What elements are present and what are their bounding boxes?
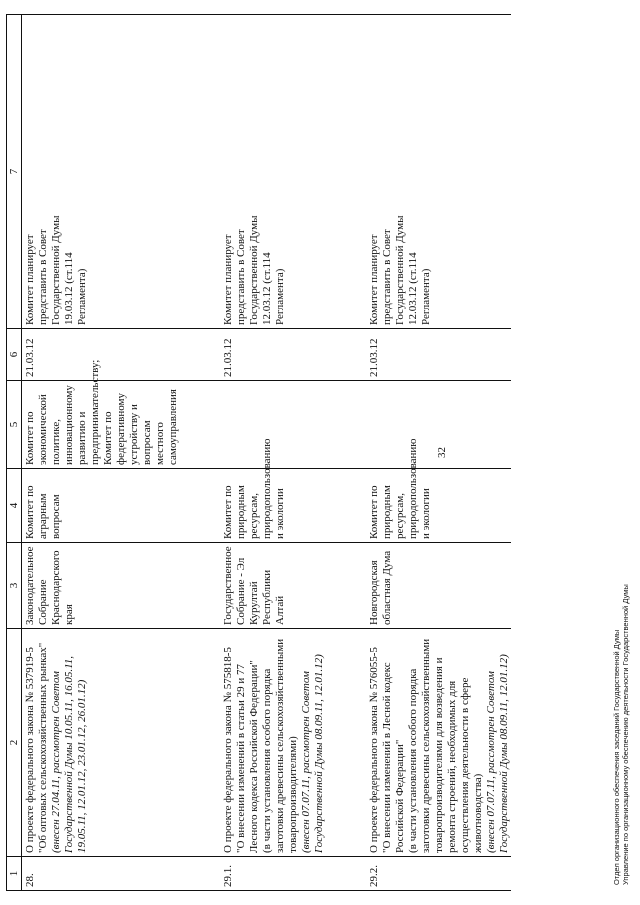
review-date: 21.03.12 <box>220 329 326 381</box>
bill-title-line: ремонта строений, необходимых для <box>446 680 458 853</box>
bill-note-line: 19.05.11, 12.01.12, 23.01.12, 26.01.12) <box>76 679 88 853</box>
bill-title-line: Российской Федерации" <box>394 739 406 853</box>
bill-title-line: заготовки древесины сельскохозяйственными <box>420 638 432 853</box>
plan-note: Комитет планирует представить в Совет Государственной Думы 12.03.12 (ст.114 Регламента) <box>220 15 326 329</box>
bill-note-line: Государственной Думы 10.05.11, 16.05.11, <box>63 655 75 853</box>
bill-title-line: О проекте федерального закона № 576055-5 <box>368 647 380 853</box>
bill-note-line: Государственной Думы 08.09.11, 12.01.12) <box>498 654 510 853</box>
bill-title-line: (в части установления особого порядка <box>261 668 273 853</box>
bill-title-line: (в части установления особого порядка <box>407 668 419 853</box>
bill-title-line: заготовки древесины сельскохозяйственными <box>274 638 286 853</box>
row-number: 28. <box>22 857 181 891</box>
review-date: 21.03.12 <box>366 329 511 381</box>
plan-note: Комитет планирует представить в Совет Государственной Думы 12.03.12 (ст.114 Регламента) <box>366 15 511 329</box>
bill-title-line: О проекте федерального закона № 537919-5 <box>24 647 36 853</box>
bill-note-line: (внесен 07.07.11, рассмотрен Советом <box>300 671 312 853</box>
bill-author: Государственное Собрание - Эл Курултай Республики Алтай <box>220 543 326 629</box>
footer-line: Управление по организационному обеспечению деятельности Государственной Думы <box>621 584 630 885</box>
col-header: 4 <box>7 469 22 543</box>
responsible-committee: Комитет по природным ресурсам, природопользованию и экологии <box>366 469 511 543</box>
col-header: 2 <box>7 629 22 857</box>
row-number: 29.1. <box>220 857 326 891</box>
bill-title-line: товаропроизводителями для возведения и <box>433 657 445 853</box>
co-committee <box>220 381 326 469</box>
bill-title-line: О проекте федерального закона № 575818-5 <box>222 647 234 853</box>
col-header: 3 <box>7 543 22 629</box>
header-row <box>7 15 22 891</box>
bill-title-line: "Об оптовых сельскохозяйственных рынках" <box>37 642 49 853</box>
page-number: 32 <box>436 447 448 458</box>
bill-title-line: Лесного кодекса Российской Федерации" <box>248 660 260 853</box>
responsible-committee: Комитет по природным ресурсам, природопользованию и экологии <box>220 469 326 543</box>
col-header: 5 <box>7 381 22 469</box>
col-header: 6 <box>7 329 22 381</box>
plan-note: Комитет планирует представить в Совет Государственной Думы 19.03.12 (ст.114 Регламента) <box>22 15 181 329</box>
bill-title-line: "О внесении изменений в статьи 29 и 77 <box>235 663 247 853</box>
bill-title-line: товаропроизводителями) <box>287 736 299 853</box>
co-committee: Комитет по экономической политике, инновационному развитию и предпринимательству; Комитет по федеративному устройству и вопросам местного самоуправления <box>22 381 181 469</box>
bill-title-line: животноводства) <box>472 773 484 853</box>
bill-note-line: (внесен 07.07.11, рассмотрен Советом <box>485 671 497 853</box>
bill-note-line: (внесен 27.04.11, рассмотрен Советом <box>50 671 62 853</box>
bill-note-line: Государственной Думы 08.09.11, 12.01.12) <box>313 654 325 853</box>
row-spacer <box>326 15 366 891</box>
bill-description <box>220 629 326 857</box>
bill-author: Законодательное Собрание Краснодарского края <box>22 543 181 629</box>
row-spacer <box>180 15 220 891</box>
bill-title-line: "О внесении изменений в Лесной кодекс <box>381 662 393 853</box>
footer-line: Отдел организационного обеспечения заседаний Государственной Думы <box>612 629 621 885</box>
table-row <box>22 15 181 891</box>
footer <box>612 584 630 885</box>
review-date: 21.03.12 <box>22 329 181 381</box>
bill-author: Новгородская областная Дума <box>366 543 511 629</box>
col-header: 1 <box>7 857 22 891</box>
bill-description <box>22 629 181 857</box>
row-number: 29.2. <box>366 857 511 891</box>
col-header: 7 <box>7 15 22 329</box>
table-row <box>220 15 326 891</box>
responsible-committee: Комитет по аграрным вопросам <box>22 469 181 543</box>
bill-title-line: осуществления деятельности в сфере <box>459 677 471 853</box>
